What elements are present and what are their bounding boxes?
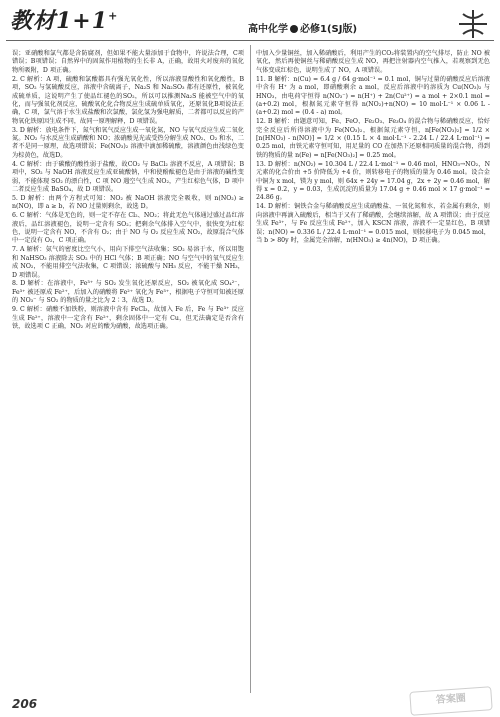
answer-paragraph: 7. A 解析：氨气的密度比空气小，用向下排空气法收集；SO₂ 易溶于水，所以用饱和 NaHSO₃ 溶液除去 SO₂ 中的 HCl 气体；B 项正确；NO 与空气中的氧气反应生成 NO₂，不能用排空气法收集，C 项错误；浓硫酸与 NH₃ 反应，不能干燥 NH₃，D 项错误。 [12,246,244,279]
bullet-icon [290,25,298,33]
answer-paragraph: 11. B 解析：n(Cu) = 6.4 g / 64 g·mol⁻¹ = 0.1 mol，铜与过量的硝酸反应后溶液中含有 H⁺ 为 a mol，即硝酸剩余 a mol，反应后溶液中的溶质为 Cu(NO₃)₂ 与 HNO₃，由电荷守恒得 n(NO₃⁻) = n(H⁺) + 2n(Cu²⁺) = a mol + 2×0.1 mol = (a+0.2) mol，根据氮元素守恒得 n(NO₂)+n(NO) = 10 mol·L⁻¹ × 0.06 L - (a+0.2) mol = (0.4 - a) mol。 [256,75,490,117]
answer-paragraph: 3. D 解析：放电条件下，氮气和氧气反应生成一氧化氮，NO 与氧气反应生成二氧化氮。NO₂ 与水反应生成硝酸和 NO；浓硝酸见光或受热分解生成 NO₂、O₂ 和水，二者不是同一原理，故选项错误；Fe(NO₃)₂ 溶液中滴加稀硫酸，溶液颜色由浅绿色变为棕黄色，故选D。 [12,126,244,159]
page-number: 206 [12,697,38,711]
column-divider [250,45,251,693]
answer-paragraph: 13. D 解析：n(NO₂) = 10.304 L / 22.4 L·mol⁻¹ = 0.46 mol，HNO₃→NO₂，N 元素的化合价由 +5 价降低为 +4 价，则转移电子的物质的量为 0.46 mol。设合金中铜为 x mol，镁为 y mol，则 64x + 24y = 17.04 g，2x + 2y = 0.46 mol，解得 x = 0.2，y = 0.03，生成沉淀的质量为 17.04 g + 0.46 mol × 17 g·mol⁻¹ = 24.86 g。 [256,160,490,202]
left-column [12,50,244,332]
answer-paragraph: 12. B 解析：由题意可知，Fe、FeO、Fe₂O₃、Fe₃O₄ 的混合物与稀硝酸反应，恰好完全反应后所得溶液中为 Fe(NO₃)₂，根据氮元素守恒，n[Fe(NO₃)₂] = 1/2 × [n(HNO₃) - n(NO)] = 1/2 × (0.15 L × 4 mol·L⁻¹ - 2.24 L / 22.4 L·mol⁻¹) = 0.25 mol，由铁元素守恒可知，用足量的 CO 在加热下还原相同质量的混合物，得到铁的物质的量 n(Fe) = n[Fe(NO₃)₂] = 0.25 mol。 [256,118,490,159]
watermark-stamp: 答案圈 [409,686,492,716]
answer-paragraph: 2. C 解析：A 项，硫酸和氯酸都具有强光氧化性，所以溶液显酸性和氧化酸性，B 项，SO₂ 与氢硫酸反应，溶液中含硫离子，Na₂S 和 Na₂SO₃ 都有还原性，被氧化成硫单质，这说明产生了使品红褪色的SO₂，所以可以推测Na₂S 能被空气中的氧化，而与强氧化剂反应，硫酸氧化化合物反应生成硫单质氧化，还原氧化B项说法正确，C 项，氯气溶于水生成盐酸和次氯酸，氯化氢为强电解质，二者都可以反应的产物氧化铁原因生成不同，故同一原理解释，D 项错误。 [12,75,244,125]
answer-paragraph: 误；亚硝酸和氯气都是含防腐剂，但如果不能大量添加于食物中，许说法合理，C项错误；B项错误；自然界中的固氮作用植物的生长非 A，正确，故用火对废弃的氧化物所吸附，D 项正确。 [12,50,244,74]
answer-paragraph: 中加入少量铜丝，加入稀硝酸后，利用产生的CO₂将装置内的空气排尽，防止 NO 被氧化，然后再使铜丝与稀硝酸反应生成 NO，再把注射器内空气推入，若观察到无色气体变成红棕色，说明生成了 NO，A 项错误。 [256,50,490,74]
decorative-brush-icon [455,6,491,42]
right-column [256,50,490,246]
answer-paragraph: 9. C 解析：硝酸不加铁粉，则溶液中含有 FeCl₃，故加入 Fe 后，Fe 与 Fe³⁺ 反应生成 Fe²⁺，溶液中一定含有 Fe²⁺，剩余固体中一定有 Cu，但无法确定是否含有铁，故选项 C 正确，NO₂ 对应的酸为硝酸，故选项正确。 [12,306,244,330]
answer-paragraph: 8. D 解析：在溶液中，Fe³⁺ 与 SO₂ 发生氧化还原反应，SO₂ 被氧化成 SO₄²⁻，Fe³⁺ 被还原成 Fe²⁺，后加入的硝酸将 Fe²⁺ 氧化为 Fe³⁺，根据电子守恒可知被还原的 NO₃⁻ 与 SO₂ 的物质的量之比为 2∶3，故选 D。 [12,280,244,305]
course-label: 高中化学 必修1(SJ版) [248,24,358,35]
answer-paragraph: 14. D 解析：铜铁合金与稀硝酸反应生成硝酸盐、一氧化氮和水，若金属有剩余，则向溶液中再滴入硫酸后，相当于又有了稀硝酸，会继续溶解，故 A 项错误；由于反应生成 Fe³⁺，与 Fe 反应生成 Fe²⁺，加入 KSCN 溶液，溶液不一定显红色，B 项错误；n(NO) = 0.336 L / 22.4 L·mol⁻¹ = 0.015 mol，则转移电子为 0.045 mol，当 b > 80y 时，金属完全溶解，n(HNO₃) ≥ 4n(NO)，D 项正确。 [256,203,490,244]
answer-paragraph: 6. C 解析：气体是无色的，则一定不存在 Cl₂、NO₂；将此无色气体通过盛过品红溶液后，品红溶液褪色，说明一定含有 SO₂；把剩余气体排入空气中，很快变为红棕色，说明一定含有 NO，不含有 O₂；由于 NO 与 O₂ 反应生成 NO₂，故原混合气体中一定没有 O₂，C 项正确。 [12,212,244,245]
answer-paragraph: 5. D 解析：由两个方程式可知：NO₂ 被 NaOH 溶液完全吸收，则 n(NO₂) ≥ n(NO)，即 a ≥ b，若 NO 过量则剩余，故选 D。 [12,194,244,211]
header-divider [6,40,494,41]
book-logo: 教材1+1+ [10,8,119,34]
answer-paragraph: 4. C 解析：由于碳酸的酸性弱于盐酸，故CO₂ 与 BaCl₂ 溶液不反应，A 项错误；B 项中，SO₂ 与 NaOH 溶液反应生成亚硫酸钠，中和使酚酞褪色是由于溶液的碱性变弱，不能体现 SO₂ 的漂白性，C 项 NO 遇空气生成 NO₂，产生红棕色气体，D 项中二者反应生成 BaSO₄，故 D 项错误。 [12,160,244,193]
